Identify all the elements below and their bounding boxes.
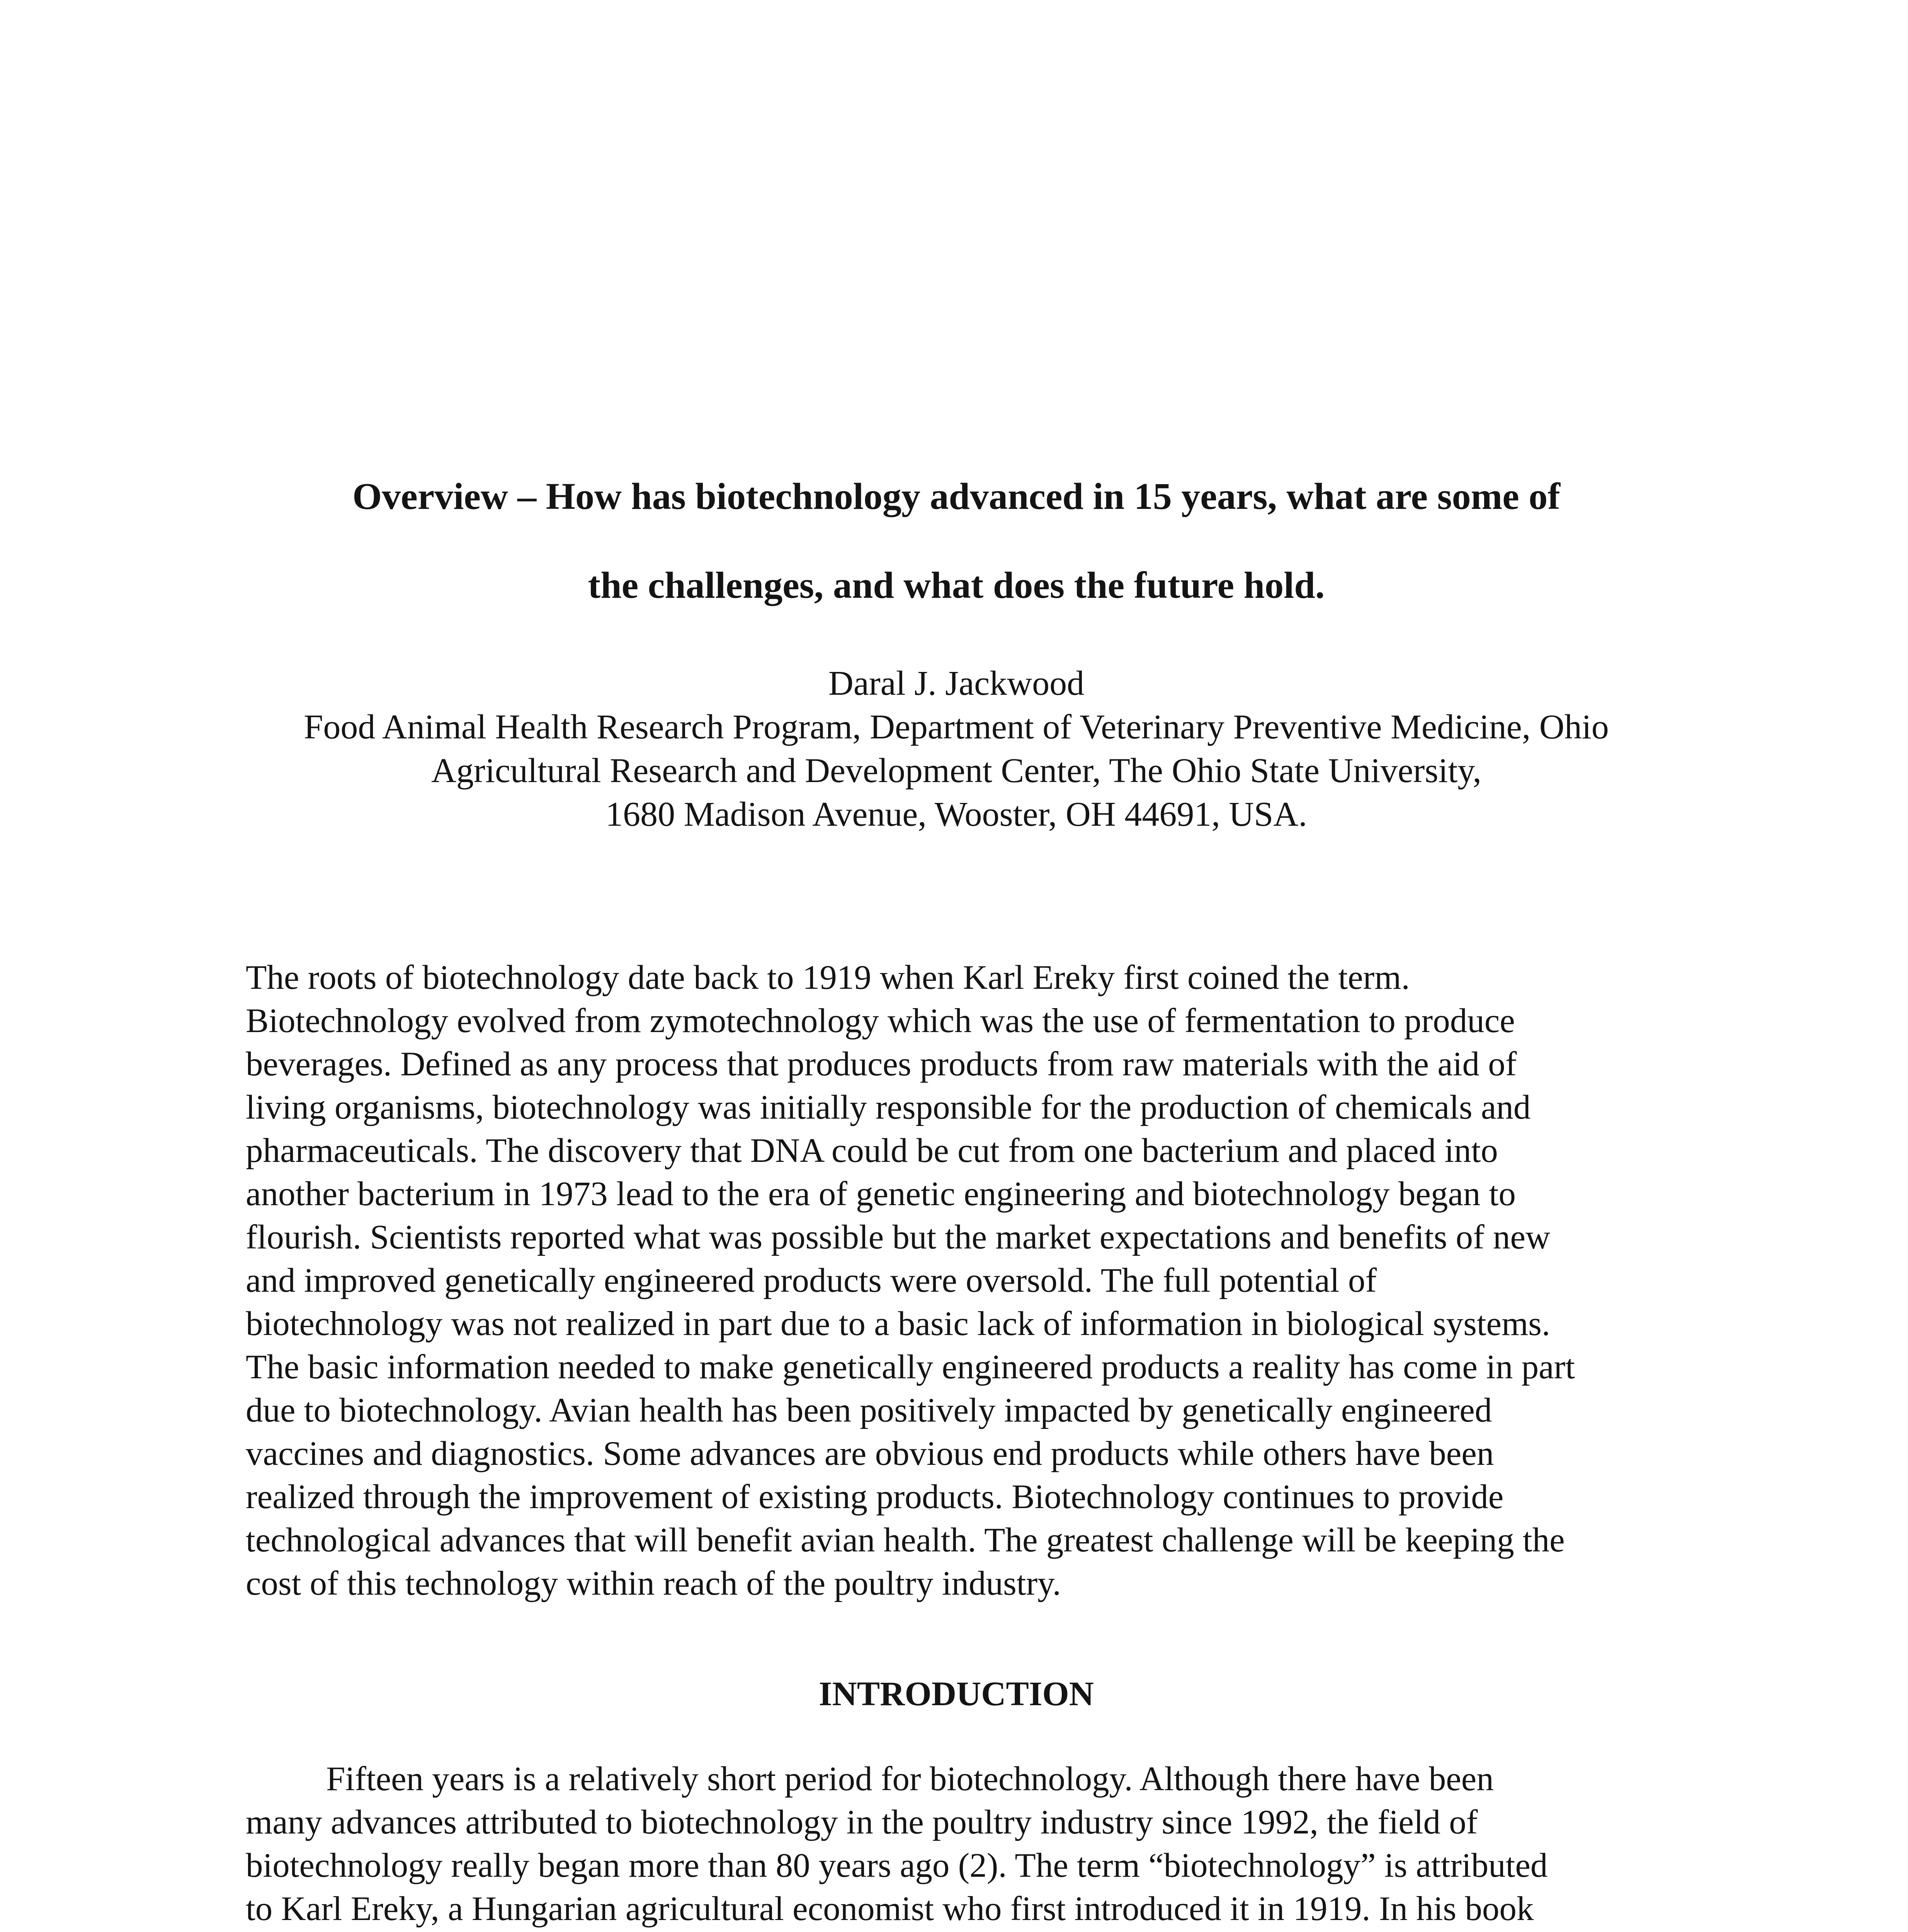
abstract-line: and improved genetically engineered products were oversold. The full potential of (246, 1262, 1377, 1299)
affiliation-line-2: Agricultural Research and Development Center, The Ohio State University, (431, 752, 1482, 790)
abstract-line: The basic information needed to make genetically engineered products a reality has come in part (246, 1348, 1575, 1386)
abstract-line: pharmaceuticals. The discovery that DNA could be cut from one bacterium and placed into (246, 1132, 1498, 1170)
abstract-line: The roots of biotechnology date back to 1919 when Karl Ereky first coined the term. (246, 959, 1410, 997)
abstract-line: cost of this technology within reach of the poultry industry. (246, 1565, 1061, 1602)
abstract-line: biotechnology was not realized in part due to a basic lack of information in biological systems. (246, 1305, 1551, 1343)
author-name: Daral J. Jackwood (828, 664, 1085, 702)
intro-line: to Karl Ereky, a Hungarian agricultural economist who first introduced it in 1919. In his book (246, 1890, 1534, 1928)
document-title (216, 452, 1696, 630)
abstract-line: another bacterium in 1973 lead to the era of genetic engineering and biotechnology began to (246, 1175, 1516, 1213)
abstract-line: flourish. Scientists reported what was possible but the market expectations and benefits of new (246, 1218, 1551, 1256)
affiliation-line-3: 1680 Madison Avenue, Wooster, OH 44691, USA. (605, 795, 1307, 833)
abstract-line: due to biotechnology. Avian health has been positively impacted by genetically engineered (246, 1391, 1492, 1429)
title-line-2: the challenges, and what does the future hold. (588, 565, 1325, 606)
affiliation-line-1: Food Animal Health Research Program, Department of Veterinary Preventive Medicine, Ohio (304, 708, 1609, 746)
abstract-line: beverages. Defined as any process that produces products from raw materials with the aid of (246, 1045, 1517, 1083)
section-heading-introduction: INTRODUCTION (818, 1675, 1094, 1713)
abstract-line: realized through the improvement of existing products. Biotechnology continues to provide (246, 1478, 1504, 1516)
abstract-paragraph (246, 956, 1675, 1605)
abstract-line: technological advances that will benefit avian health. The greatest challenge will be keeping the (246, 1521, 1565, 1559)
intro-line: many advances attributed to biotechnology in the poultry industry since 1992, the field of (246, 1803, 1478, 1841)
author-block (216, 662, 1696, 836)
abstract-line: Biotechnology evolved from zymotechnology which was the use of fermentation to produce (246, 1002, 1515, 1040)
intro-line (246, 1930, 1675, 1932)
introduction-paragraph (246, 1757, 1675, 1932)
title-line-1: Overview – How has biotechnology advanced in 15 years, what are some of (352, 476, 1560, 517)
abstract-line: vaccines and diagnostics. Some advances are obvious end products while others have been (246, 1435, 1494, 1473)
abstract-line: living organisms, biotechnology was initially responsible for the production of chemicals and (246, 1088, 1531, 1126)
intro-line: biotechnology really began more than 80 years ago (2). The term “biotechnology” is attributed (246, 1847, 1548, 1884)
intro-line: Fifteen years is a relatively short period for biotechnology. Although there have been (326, 1760, 1494, 1798)
